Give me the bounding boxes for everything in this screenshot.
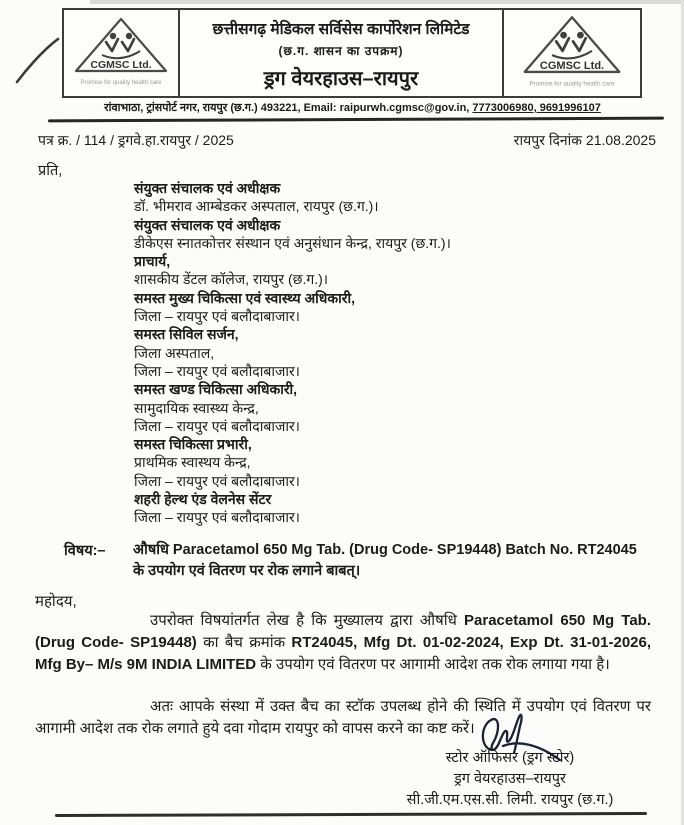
recipient-line: जिला – रायपुर एवं बलौदाबाजार। — [134, 417, 300, 434]
pen-mark — [14, 34, 62, 86]
email-text: Email: raipurwh.cgmsc@gov.in, — [303, 102, 470, 114]
logo-text: CGMSC Ltd. — [90, 59, 152, 71]
letterhead-title-box — [180, 8, 502, 98]
recipient-title: प्राचार्य, — [134, 253, 171, 270]
text-segment: का बैच क्रमांक — [196, 634, 292, 651]
text-segment: के उपयोग एवं वितरण पर आगामी आदेश तक रोक लगाया गया है। — [256, 656, 610, 673]
recipient-line: डीकेएस स्नातकोत्तर संस्थान एवं अनुसंधान केन्द्र, रायपुर (छ.ग.)। — [134, 234, 451, 251]
letterhead — [62, 8, 642, 98]
text-segment: Paracetamol 650 Mg Tab. (Drug Code- SP19448) — [35, 612, 651, 651]
place-date: रायपुर दिनांक 21.08.2025 — [513, 132, 656, 148]
signature-block — [385, 748, 635, 811]
recipient-title: संयुक्त संचालक एवं अधीक्षक — [134, 180, 281, 196]
logo-text: CGMSC Ltd. — [539, 59, 605, 72]
cgmsc-logo-icon — [69, 14, 173, 92]
text-segment: के उपयोग एवं वितरण पर रोक लगाने बाबत्। — [133, 563, 361, 579]
text-segment: Paracetamol 650 Mg Tab. (Drug Code- SP19448) Batch No. RT24045 — [172, 542, 637, 558]
recipient-line: जिला – रायपुर एवं बलौदाबाजार। — [134, 362, 300, 379]
recipient-title: संयुक्त संचालक एवं अधीक्षक — [134, 216, 281, 233]
subject-text — [133, 540, 641, 582]
letterhead-address — [55, 100, 650, 115]
recipient-list — [134, 179, 604, 527]
recipient-line: जिला – रायपुर एवं बलौदाबाजार। — [134, 509, 300, 526]
recipient-title: समस्त मुख्य चिकित्सा एवं स्वास्थ्य अधिकारी, — [134, 289, 356, 306]
signatory-office: ड्रग वेयरहाउस–रायपुर — [454, 771, 566, 787]
recipient-title: समस्त खण्ड चिकित्सा अधिकारी, — [134, 381, 298, 398]
office-name: ड्रग वेयरहाउस–रायपुर — [263, 68, 419, 90]
text-segment: उपरोक्त विषयांतर्गत लेख है कि मुख्यालय द्वारा औषधि — [150, 612, 465, 629]
recipient-title: समस्त सिविल सर्जन, — [134, 326, 239, 343]
to-label: प्रति, — [38, 163, 63, 179]
cgmsc-logo-right — [502, 8, 642, 98]
letterhead-rule — [48, 117, 664, 123]
scan-edge-artifact — [90, 0, 684, 4]
logo-tagline: Promise for quality health care — [529, 80, 615, 88]
cgmsc-logo-left — [62, 8, 180, 98]
recipient-line: जिला अस्पताल, — [134, 344, 215, 361]
recipient-line: जिला – रायपुर एवं बलौदाबाजार। — [134, 308, 300, 325]
subject-label: विषय:– — [64, 543, 106, 559]
reference-row — [38, 131, 656, 150]
address-text: रांवाभाठा, ट्रांसपोर्ट नगर, रायपुर (छ.ग.) 493221, — [104, 102, 301, 114]
footer-rule — [55, 812, 647, 817]
subject-row — [64, 540, 649, 582]
logo-tagline: Promise for quality health care — [80, 80, 162, 86]
recipient-line: शासकीय डेंटल कॉलेज, रायपुर (छ.ग.)। — [134, 271, 329, 288]
org-name: छत्तीसगढ़ मेडिकल सर्विसेस कार्पोरेशन लिमिटेड — [212, 21, 470, 38]
body-paragraph-1 — [35, 610, 651, 676]
cgmsc-logo-icon — [514, 12, 630, 94]
recipient-title: शहरी हेल्थ एंड वेलनेस सेंटर — [134, 491, 272, 508]
org-type: (छ.ग. शासन का उपक्रम) — [278, 44, 404, 58]
signatory-designation: स्टोर ऑफिसर (ड्रग स्टोर) — [445, 750, 575, 766]
recipient-line: प्राथमिक स्वास्थय केन्द्र, — [134, 454, 251, 471]
text-segment: औषधि — [133, 542, 173, 558]
recipient-line: डॉ. भीमराव आम्बेडकर अस्पताल, रायपुर (छ.ग.)। — [134, 198, 379, 215]
text-segment: RT24045, Mfg Dt. 01-02-2024, Exp Dt. 31-01-2026, Mfg By– M/s 9M INDIA LIMITED — [35, 634, 652, 673]
recipient-line: जिला – रायपुर एवं बलौदाबाजार। — [134, 472, 300, 489]
body-paragraph-2: अतः आपके संस्था में उक्त बैच का स्टॉक उपलब्ध होने की स्थिति में उपयोग एवं वितरण पर आगामी आदेश तक रोक लगाते हुये दवा गोदाम रायपुर को वापस करने का कष्ट करें। — [35, 698, 651, 737]
salutation: महोदय, — [35, 593, 77, 610]
signatory-org: सी.जी.एम.एस.सी. लिमी. रायपुर (छ.ग.) — [406, 792, 614, 808]
recipient-title: समस्त चिकित्सा प्रभारी, — [134, 436, 252, 453]
phone-numbers: 7773006980, 9691996107 — [472, 102, 601, 114]
recipient-line: सामुदायिक स्वास्थ्य केन्द्र, — [134, 399, 259, 416]
letter-number: पत्र क्र. / 114 / ड्रगवे.हा.रायपुर / 2025 — [38, 132, 234, 148]
